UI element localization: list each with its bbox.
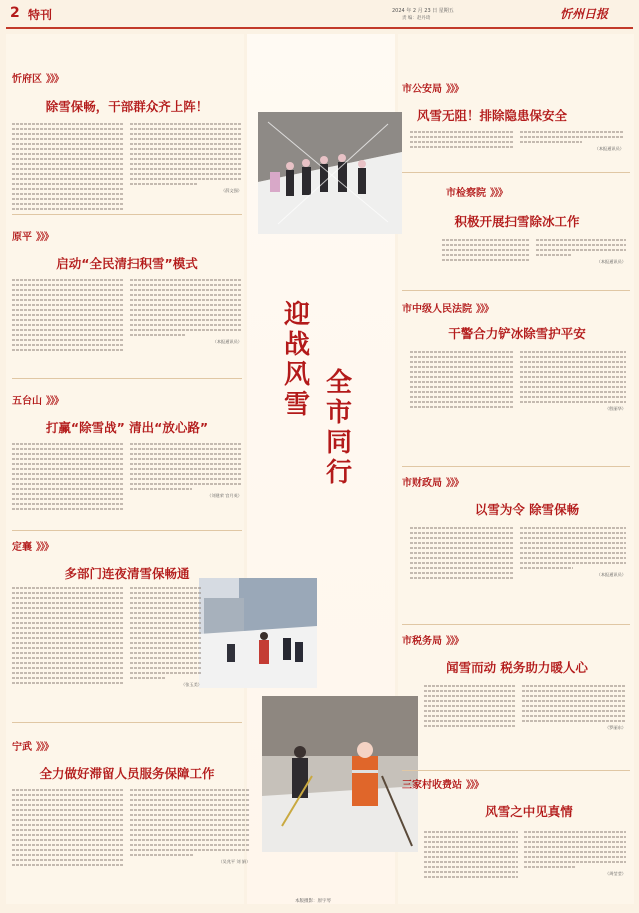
article-tag: 原平 》》》 bbox=[12, 232, 53, 243]
article-body bbox=[12, 584, 124, 714]
article-tax-bureau bbox=[402, 628, 632, 768]
article-tag: 市税务局 》》》 bbox=[402, 636, 463, 647]
article-xinfu bbox=[12, 40, 242, 212]
photo-worker-sweeping bbox=[262, 696, 418, 852]
byline: （周莹莹） bbox=[605, 871, 626, 876]
article-body bbox=[424, 682, 516, 766]
article-title: 以雪为令 除雪保畅 bbox=[474, 502, 580, 517]
byline: （张玉美） bbox=[181, 682, 202, 687]
article-body bbox=[130, 276, 242, 368]
article-yuanping bbox=[12, 220, 242, 370]
article-tag: 宁武 》》》 bbox=[12, 742, 53, 753]
divider bbox=[12, 722, 242, 723]
issue-date: 2024 年 2 月 23 日 星期五 bbox=[392, 8, 454, 14]
article-body bbox=[520, 348, 626, 458]
page-header bbox=[0, 0, 639, 28]
photo-snow-clearing-top bbox=[258, 112, 402, 234]
editor-credit: 责 编：赵丹琦 bbox=[402, 16, 431, 21]
article-body bbox=[520, 524, 626, 620]
byline: （罗丽东） bbox=[605, 725, 626, 730]
article-tag: 市公安局 》》》 bbox=[402, 84, 463, 95]
article-procuratorate bbox=[402, 176, 632, 286]
article-tag: 定襄 》》》 bbox=[12, 542, 53, 553]
article-title: 打赢“除雪战” 清出“放心路” bbox=[45, 420, 209, 435]
article-tag: 市财政局 》》》 bbox=[402, 478, 463, 489]
article-body bbox=[442, 236, 530, 286]
article-tag: 五台山 》》》 bbox=[12, 396, 63, 407]
article-toll-station bbox=[402, 772, 632, 902]
article-title: 全力做好滞留人员服务保障工作 bbox=[39, 766, 215, 781]
byline: （刘建荣 宫月英） bbox=[207, 493, 242, 498]
article-title: 闻雪而动 税务助力暖人心 bbox=[446, 660, 588, 675]
newspaper-logo: 忻州日报 bbox=[560, 7, 609, 21]
article-body bbox=[12, 120, 124, 212]
article-finance-bureau bbox=[402, 470, 632, 620]
divider bbox=[12, 214, 242, 215]
byline: （本报通讯员） bbox=[594, 146, 624, 151]
article-title: 启动“全民清扫积雪”模式 bbox=[56, 256, 198, 271]
divider bbox=[12, 530, 242, 531]
article-body bbox=[130, 440, 242, 524]
article-body bbox=[520, 128, 624, 168]
article-body bbox=[130, 584, 202, 714]
article-body bbox=[410, 348, 514, 458]
article-body bbox=[424, 828, 518, 900]
byline: （殷丽华） bbox=[605, 406, 626, 411]
article-tag: 市中级人民法院 》》》 bbox=[402, 304, 493, 315]
divider bbox=[12, 378, 242, 379]
article-tag: 忻府区 》》》 bbox=[12, 74, 63, 85]
byline: （本报通讯员） bbox=[212, 339, 242, 344]
article-body bbox=[410, 524, 514, 620]
article-body bbox=[410, 128, 514, 168]
divider bbox=[402, 466, 630, 467]
article-tag: 市检察院 》》》 bbox=[446, 188, 507, 199]
article-body bbox=[12, 440, 124, 524]
article-title: 干警合力铲冰除雪护平安 bbox=[448, 326, 586, 341]
article-body bbox=[130, 786, 258, 898]
article-body bbox=[536, 236, 626, 286]
divider bbox=[402, 172, 630, 173]
article-body bbox=[12, 276, 124, 368]
article-dingxiang bbox=[12, 536, 242, 716]
page-number: 2 bbox=[10, 5, 20, 21]
divider bbox=[402, 624, 630, 625]
article-title: 除雪保畅，干部群众齐上阵！ bbox=[45, 99, 209, 114]
article-body bbox=[130, 120, 242, 212]
article-public-security bbox=[402, 70, 632, 170]
byline: （本报通讯员） bbox=[596, 259, 626, 264]
article-title: 多部门连夜清雪保畅通 bbox=[64, 566, 190, 581]
article-body bbox=[12, 786, 124, 898]
article-title: 积极开展扫雪除冰工作 bbox=[454, 214, 580, 229]
header-rule bbox=[6, 27, 633, 29]
byline: （薛文强） bbox=[221, 188, 242, 193]
article-title: 风雪之中见真情 bbox=[485, 804, 573, 819]
byline: （本报通讯员） bbox=[596, 572, 626, 577]
article-title: 风雪无阻！排除隐患保安全 bbox=[416, 108, 567, 123]
article-body bbox=[524, 828, 626, 900]
section-name: 特刊 bbox=[28, 8, 53, 22]
divider bbox=[402, 770, 630, 771]
photo-caption: 本版摄影：原宇琴 bbox=[295, 899, 331, 904]
divider bbox=[402, 290, 630, 291]
byline: （吴兆平 刘 娟） bbox=[218, 859, 251, 864]
article-intermediate-court bbox=[402, 292, 632, 462]
article-ningwu bbox=[12, 728, 262, 904]
main-headline-part2: 全市同行 bbox=[325, 368, 352, 488]
article-body bbox=[522, 682, 626, 766]
article-wutaishan bbox=[12, 384, 242, 524]
main-headline-part1: 迎战风雪 bbox=[283, 300, 310, 420]
article-tag: 三家村收费站 》》》 bbox=[402, 780, 483, 791]
